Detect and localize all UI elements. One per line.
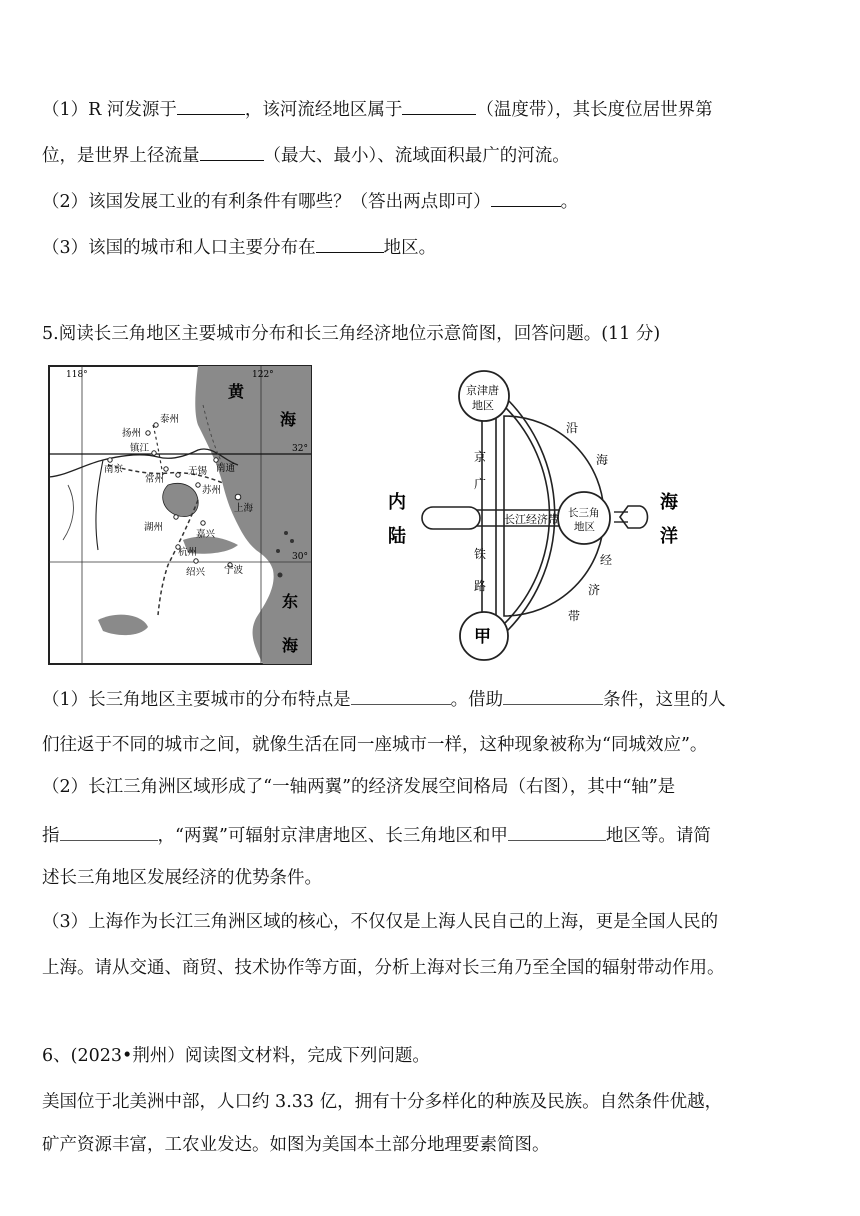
lat-30-label: 30° (292, 552, 308, 562)
city-label: 绍兴 (186, 567, 206, 578)
jia-label: 甲 (474, 627, 491, 647)
rail-char: 铁 (474, 547, 487, 561)
q6-title: 6、(2023•荆州）阅读图文材料，完成下列问题。 (42, 1046, 430, 1066)
q6-text-line1: 美国位于北美洲中部，人口约 3.33 亿，拥有十分多样化的种族及民族。自然条件优越， (42, 1092, 723, 1112)
answer-blank[interactable] (177, 96, 245, 115)
q5-part3-line2: 上海。请从交通、商贸、技术协作等方面，分析上海对长三角乃至全国的辐射带动作用。 (42, 958, 725, 978)
city-label: 湖州 (144, 522, 164, 533)
inland-label-1: 内 (388, 492, 406, 513)
q5-part2-line3: 述长三角地区发展经济的优势条件。 (42, 868, 322, 888)
city-label: 宁波 (224, 565, 244, 576)
jingjintang-label: 京津唐 (466, 384, 499, 397)
answer-blank[interactable] (508, 822, 606, 841)
city-label: 上海 (234, 503, 254, 514)
city-label: 杭州 (178, 547, 198, 558)
ocean-label-1: 海 (660, 492, 678, 513)
city-label: 苏州 (202, 485, 222, 496)
q4-line-4: （3）该国的城市和人口主要分布在 地区。 (42, 234, 436, 260)
econ-char: 经 (600, 553, 613, 567)
city-label: 常州 (145, 474, 165, 485)
city-label: 嘉兴 (196, 529, 216, 540)
rail-char: 路 (474, 579, 487, 593)
yangtze-delta-map (48, 365, 312, 665)
ocean-label-2: 洋 (660, 526, 678, 547)
econ-char: 带 (568, 609, 581, 623)
city-label: 泰州 (160, 414, 180, 425)
answer-blank[interactable] (316, 234, 384, 253)
answer-blank[interactable] (491, 188, 561, 207)
q5-part1-line1: （1）长三角地区主要城市的分布特点是 。借助 条件，这里的人 (42, 686, 726, 712)
q5-part2-line2: 指 ，“两翼”可辐射京津唐地区、长三角地区和甲 地区等。请简 (42, 822, 711, 848)
answer-blank[interactable] (351, 686, 451, 705)
q5-part3-line1: （3）上海作为长江三角洲区域的核心，不仅仅是上海人民自己的上海，更是全国人民的 (42, 912, 719, 932)
q4-line-3: （2）该国发展工业的有利条件有哪些？（答出两点即可） 。 (42, 188, 578, 214)
sea-label-yellow-1: 黄 (228, 382, 245, 401)
q4-line-2: 位，是世界上径流量 （最大、最小）、流域面积最广的河流。 (42, 142, 570, 168)
inland-label-2: 陆 (388, 526, 406, 547)
city-label: 镇江 (130, 443, 150, 454)
answer-blank[interactable] (60, 822, 158, 841)
q5-part2-line1: （2）长江三角洲区域形成了“一轴两翼”的经济发展空间格局（右图），其中“轴”是 (42, 777, 676, 797)
rail-char: 广 (474, 477, 487, 491)
lat-32-label: 32° (292, 444, 308, 454)
q5-part1-line2: 们往返于不同的城市之间，就像生活在同一座城市一样，这种现象被称为“同城效应”。 (42, 735, 708, 755)
sea-label-yellow-2: 海 (280, 410, 297, 429)
city-label: 南通 (216, 463, 236, 474)
q5-title: 5.阅读长三角地区主要城市分布和长三角经济地位示意简图，回答问题。(11 分) (42, 324, 661, 344)
center-label-2: 地区 (574, 521, 595, 533)
sea-label-east-2: 海 (282, 636, 299, 655)
sea-label-east-1: 东 (282, 592, 299, 611)
q4-line-1: （1）R 河发源于 ，该河流经地区属于 （温度带），其长度位居世界第 (42, 96, 713, 122)
city-label: 扬州 (122, 428, 142, 439)
q6-text-line2: 矿产资源丰富，工农业发达。如图为美国本土部分地理要素简图。 (42, 1135, 550, 1155)
coast-char: 沿 (566, 421, 579, 435)
city-label: 无锡 (188, 466, 208, 477)
answer-blank[interactable] (402, 96, 476, 115)
coast-char: 海 (596, 453, 609, 467)
econ-char: 济 (588, 583, 601, 597)
lon-122-label: 122° (252, 370, 274, 380)
city-label: 南京 (104, 464, 124, 475)
jingjintang-label-2: 地区 (472, 399, 494, 412)
lon-118-label: 118° (66, 370, 88, 380)
answer-blank[interactable] (503, 686, 603, 705)
answer-blank[interactable] (200, 142, 264, 161)
belt-label: 长江经济带 (504, 513, 559, 526)
rail-char: 京 (474, 450, 487, 464)
center-label: 长三角 (568, 507, 600, 519)
economic-position-diagram (378, 366, 688, 666)
